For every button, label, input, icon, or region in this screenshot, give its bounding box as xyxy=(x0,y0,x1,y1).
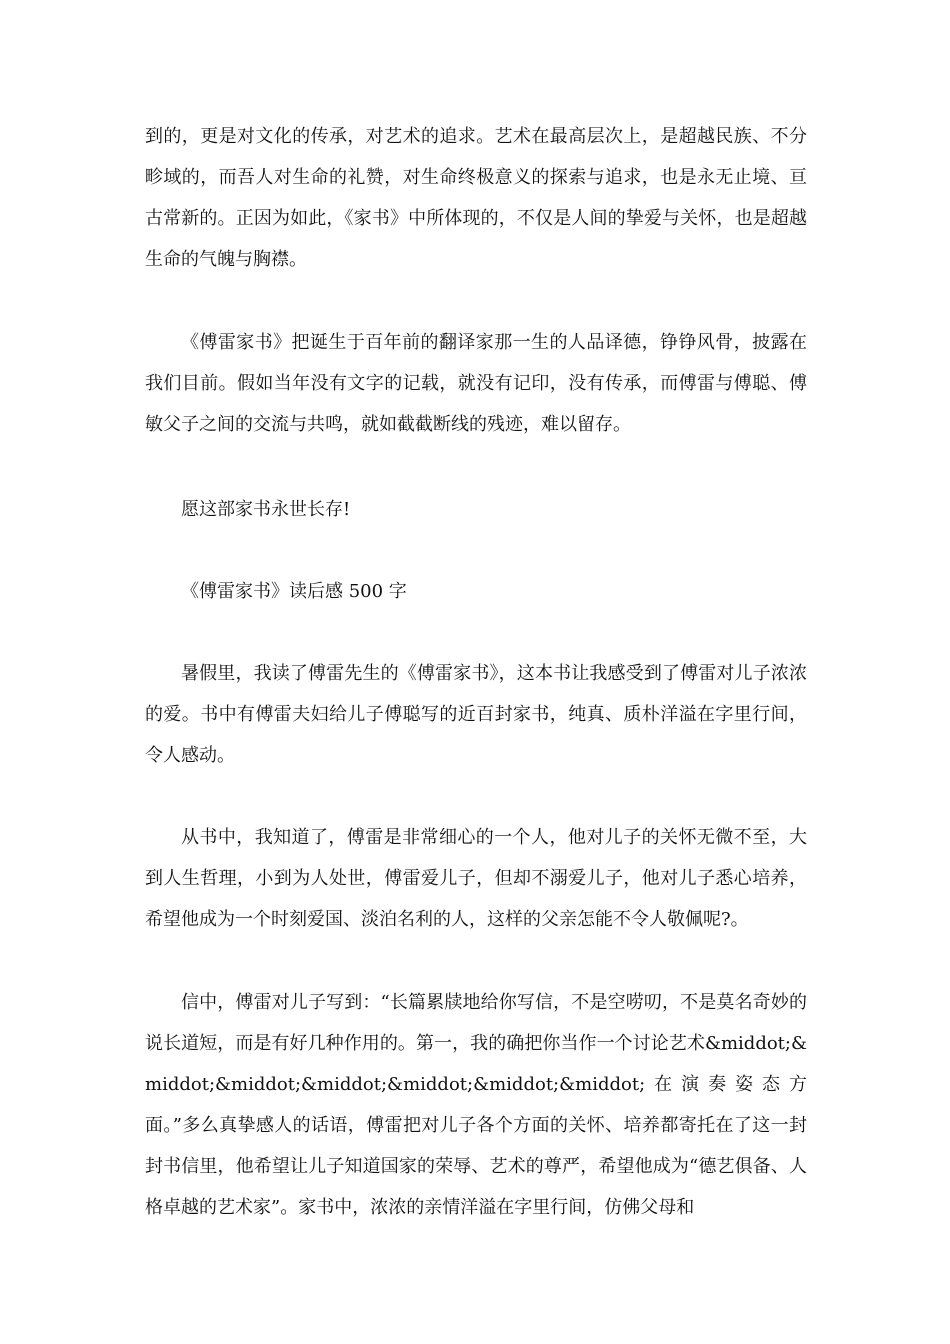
paragraph-1: 到的，更是对文化的传承，对艺术的追求。艺术在最高层次上，是超越民族、不分畛域的，而吾人对生命的礼赞，对生命终极意义的探索与追求，也是永无止境、亘古常新的。正因为如此，《家书》中所体现的，不仅是人间的挚爱与关怀，也是超越生命的气魄与胸襟。 xyxy=(145,126,807,270)
section-title: 《傅雷家书》读后感 500 字 xyxy=(181,581,407,602)
paragraph-4: 暑假里，我读了傅雷先生的《傅雷家书》，这本书让我感受到了傅雷对儿子浓浓的爱。书中有傅雷夫妇给儿子傅聪写的近百封家书，纯真、质朴洋溢在字里行间，令人感动。 xyxy=(145,663,807,766)
paragraph-3: 愿这部家书永世长存! xyxy=(181,499,351,520)
paragraph-5: 从书中，我知道了，傅雷是非常细心的一个人，他对儿子的关怀无微不至，大到人生哲理，小到为人处世，傅雷爱儿子，但却不溺爱儿子，他对儿子悉心培养，希望他成为一个时刻爱国、淡泊名利的人，这样的父亲怎能不令人敬佩呢?。 xyxy=(145,827,807,930)
paragraph-6: 信中，傅雷对儿子写到：“长篇累牍地给你写信，不是空唠叨，不是莫名奇妙的说长道短，而是有好几种作用的。第一，我的确把你当作一个讨论艺术&middot;&middot;&middot;&middot;&middot;&middot;&middot;在演奏姿态方面。”多么真挚感人的话语，傅雷把对儿子各个方面的关怀、培养都寄托在了这一封封书信里，他希望让儿子知道国家的荣辱、艺术的尊严，希望他成为“德艺俱备、人格卓越的艺术家”。家书中，浓浓的亲情洋溢在字里行间，仿佛父母和 xyxy=(145,992,807,1218)
paragraph-2: 《傅雷家书》把诞生于百年前的翻译家那一生的人品译德，铮铮风骨，披露在我们目前。假如当年没有文字的记载，就没有记印，没有传承，而傅雷与傅聪、傅敏父子之间的交流与共鸣，就如截截断线的残迹，难以留存。 xyxy=(145,332,807,435)
